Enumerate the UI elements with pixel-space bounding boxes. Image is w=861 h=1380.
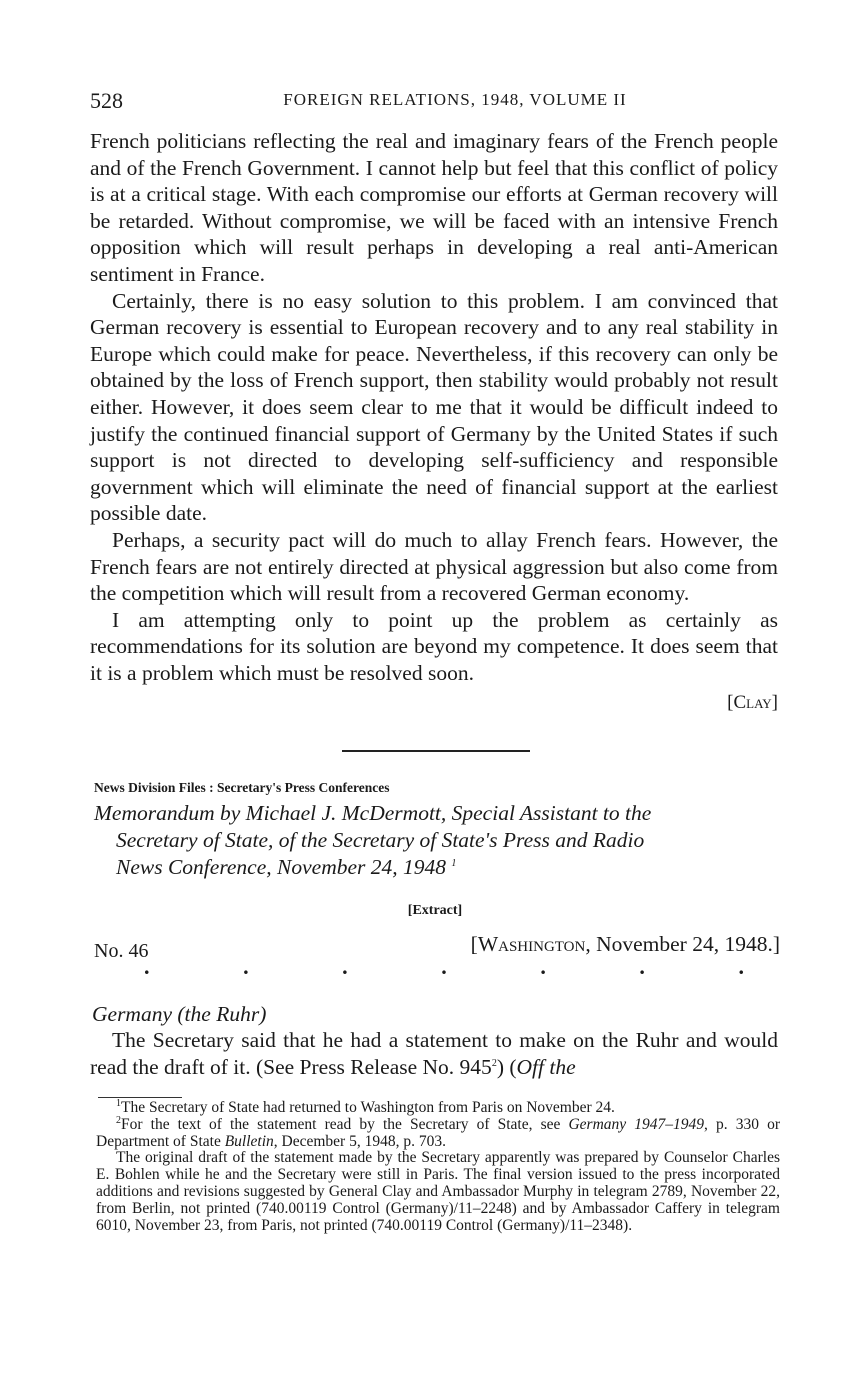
section-heading (92, 1002, 266, 1027)
body-paragraph-2: Certainly, there is no easy solution to this problem. I am convinced that German recovery is essential to European recovery and to any real stability in Europe which could make for peace. Nevertheless, if this recovery can only be obtained by the loss of French support, then stability would probably not result either. However, it does seem clear to me that it would be difficult indeed to justify the continued financial support of Germany by the United States if such support is not directed to developing self-sufficiency and responsible government which will eliminate the need of financial support at the earliest possible date. (90, 288, 778, 526)
section-heading-main: Germany (92, 1002, 173, 1026)
body-paragraph-4: I am attempting only to point up the problem as certainly as recommendations for its solution are beyond my competence. It does seem that it is a problem which must be resolved soon. (90, 607, 778, 685)
footnote-2 (96, 1114, 780, 1151)
omission-dot: . (639, 954, 645, 979)
footnotes (96, 1097, 780, 1234)
footnote-2-text-c: , p. 330 or Department of State (96, 1115, 780, 1150)
footnote-1-mark: 1 (116, 1097, 121, 1109)
omission-dot: . (738, 954, 744, 979)
page-header (90, 88, 780, 118)
memo-title-line-3 (94, 854, 780, 881)
omission-dot: . (243, 954, 249, 979)
memo-title (94, 800, 780, 881)
omission-dot: . (540, 954, 546, 979)
place-name: Washington (477, 932, 586, 956)
footnote-2-text-a: For the text of the statement read by the Secretary of State, see (121, 1115, 561, 1133)
signature: [Clay] (727, 692, 778, 714)
footnote-rule (98, 1097, 182, 1098)
document-number: No. 46 (94, 940, 149, 962)
section-text-close: ) (496, 1054, 504, 1079)
footnote-2-mark: 2 (116, 1114, 121, 1126)
omission-dot: . (342, 954, 348, 979)
section-divider (342, 750, 530, 752)
source-citation: News Division Files : Secretary's Press Conferences (94, 780, 390, 795)
footnote-ref-2: 2 (491, 1057, 497, 1069)
document-date: , November 24, 1948.] (585, 932, 780, 956)
footnote-2-text-e: , December 5, 1948, p. 703. (273, 1132, 446, 1150)
memo-title-line-3-text: News Conference, November 24, 1948 (116, 855, 447, 879)
footnote-2-italic-title: Germany 1947–1949 (568, 1115, 705, 1133)
footnote-ref-1: 1 (451, 857, 457, 869)
section-heading-sub: (the Ruhr) (177, 1002, 267, 1026)
body-paragraph-1: French politicians reflecting the real and imaginary fears of the French people and of the French Government. I cannot help but feel that this conflict of policy is at a critical stage. With each compromise our efforts at German recovery will be retarded. Without compromise, we will be faced with an intensive French opposition which will result perhaps in developing a real anti-American sentiment in France. (90, 129, 778, 286)
omission-dots (144, 954, 744, 980)
section-paragraph: The Secretary said that he had a statement to make on the Ruhr and would read the draft of it. (See Press Release No. $945^2$) (Off the (90, 1028, 778, 1079)
place-bracket: [ (470, 932, 478, 956)
page-number: 528 (90, 88, 123, 113)
section-text-italic: Off the (516, 1054, 576, 1079)
section-body (90, 1027, 778, 1080)
memo-title-line-1: Memorandum by Michael J. McDermott, Special Assistant to the (94, 801, 652, 825)
omission-dot: . (441, 954, 447, 979)
body-paragraph-3: Perhaps, a security pact will do much to allay French fears. However, the French fears are not entirely directed at physical aggression but also come from the competition which will result from a recovered German economy. (90, 527, 778, 606)
memo-title-line-2: Secretary of State, of the Secretary of State's Press and Radio (116, 828, 645, 852)
footnote-1 (96, 1097, 780, 1117)
footnote-3: The original draft of the statement made by the Secretary apparently was prepared by Counselor Charles E. Bohlen while he and the Secretary were still in Paris. The final version issued to the press incorporated additions and revisions suggested by General Clay and Ambassador Murphy in telegram 2789, November 22, from Berlin, not printed (740.00119 Control (Germany)/11–2248) and by Ambassador Caffery in telegram 6010, November 23, from Paris, not printed (740.00119 Control (Germany)/11–2348). (96, 1149, 780, 1234)
omission-dot: . (144, 954, 150, 979)
section-text: The Secretary said that he had a statement to make on the Ruhr and would read the draft of it. (See Press Release No. 945 (90, 1028, 778, 1079)
letter-body (90, 128, 778, 714)
running-head: FOREIGN RELATIONS, 1948, VOLUME II (283, 90, 627, 109)
footnote-2-bulletin: Bulletin (224, 1132, 274, 1150)
document-page (90, 0, 780, 1380)
footnote-1-text: The Secretary of State had returned to Washington from Paris on November 24. (121, 1099, 615, 1116)
extract-label: [Extract] (407, 903, 463, 918)
